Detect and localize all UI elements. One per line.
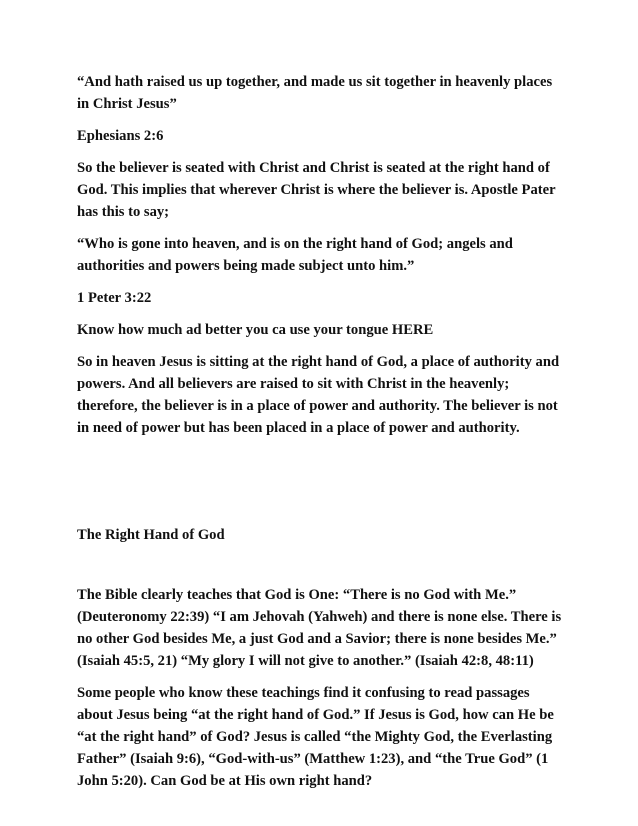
spacer bbox=[77, 556, 567, 584]
scripture-quote-peter: “Who is gone into heaven, and is on the right hand of God; angels and authorities and powers being made subject unto him.” bbox=[77, 236, 513, 274]
paragraph-place-of-authority: So in heaven Jesus is sitting at the right hand of God, a place of authority and powers. And all believers are raised to sit with Christ in the heavenly; therefore, the believer is in a place of power and authority. The believer is not in need of power but has been placed in a place of power and authority. bbox=[77, 354, 560, 436]
spacer bbox=[77, 449, 567, 524]
section-heading: The Right Hand of God bbox=[77, 527, 225, 543]
tongue-note: Know how much ad better you ca use your tongue HERE bbox=[77, 322, 434, 338]
paragraph-seated-with-christ: So the believer is seated with Christ and Christ is seated at the right hand of God. This implies that wherever Christ is where the believer is. Apostle Pater has this to say; bbox=[77, 160, 556, 220]
paragraph-god-is-one: The Bible clearly teaches that God is One: “There is no God with Me.” (Deuteronomy 22:39) “I am Jehovah (Yahweh) and there is none else. There is no other God besides Me, a just God and a Savior; there is none besides Me.” (Isaiah 45:5, 21) “My glory I will not give to another.” (Isaiah 42:8, 48:11) bbox=[77, 587, 562, 669]
scripture-quote-ephesians: “And hath raised us up together, and made us sit together in heavenly places in Christ Jesus” bbox=[77, 74, 553, 112]
document-body bbox=[77, 71, 567, 802]
scripture-reference-ephesians: Ephesians 2:6 bbox=[77, 128, 164, 144]
paragraph-right-hand-question: Some people who know these teachings find it confusing to read passages about Jesus being “at the right hand of God.” If Jesus is God, how can He be “at the right hand” of God? Jesus is called “the Mighty God, the Everlasting Father” (Isaiah 9:6), “God-with-us” (Matthew 1:23), and “the True God” (1 John 5:20). Can God be at His own right hand? bbox=[77, 685, 554, 789]
scripture-reference-peter: 1 Peter 3:22 bbox=[77, 290, 152, 306]
